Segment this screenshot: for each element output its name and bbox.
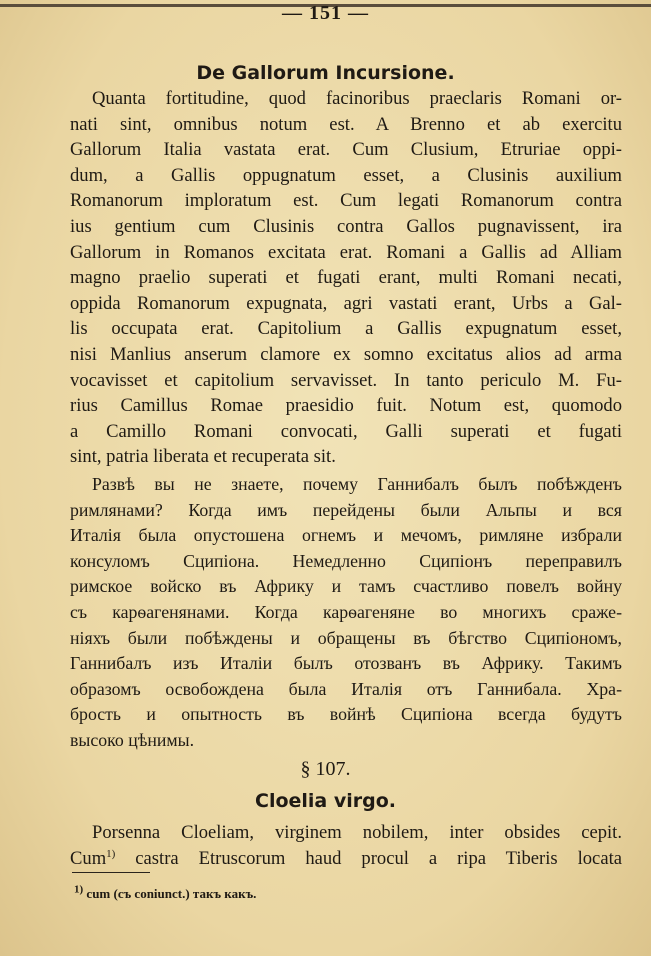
text-line: Gallorum in Romanos excitata erat. Romani a Gallis ad Alliam	[70, 241, 622, 263]
text-line: римское войско въ Африку и тамъ счастливо повелъ войну	[70, 576, 622, 597]
text-line	[70, 846, 622, 872]
text-line: magno praelio superati et fugati erant, multi Romani necati,	[70, 267, 622, 289]
section-title: De Gallorum Incursione.	[196, 62, 455, 84]
text-line: rius Camillus Romae praesidio fuit. Notum est, quomodo	[70, 395, 622, 417]
text-line: lis occupata erat. Capitolium a Gallis expugnatum esset,	[70, 318, 622, 340]
footnote-text: cum (съ coniunct.) такъ какъ.	[83, 886, 257, 901]
text-line: a Camillo Romani convocati, Galli superati et fugati	[70, 420, 622, 442]
text-line: ius gentium cum Clusinis contra Gallos pugnavissent, ira	[70, 215, 622, 237]
text-line: Quanta fortitudine, quod facinoribus praeclaris Romani or-	[92, 88, 622, 109]
text-line: ніяхъ были побѣждены и обращены въ бѣгство Сципіономъ,	[70, 627, 622, 648]
footnote-rule	[72, 872, 150, 873]
text-line: dum, a Gallis oppugnatum esset, a Clusinis auxilium	[70, 164, 622, 186]
text-fragment: Cum	[70, 847, 107, 869]
text-line: брость и опытность въ войнѣ Сципіона всегда будутъ	[70, 704, 622, 725]
text-line: высоко цѣнимы.	[70, 729, 195, 750]
text-line: Италія была опустошена огнемъ и мечомъ, римляне избрали	[70, 525, 622, 546]
section-title: Cloelia virgo.	[255, 790, 396, 812]
text-line: Ганнибалъ изъ Италіи былъ отозванъ въ Африку. Такимъ	[70, 653, 622, 674]
text-line: образомъ освобождена была Италія отъ Ганнибала. Хра-	[70, 678, 622, 699]
text-line: sint, patria liberata et recuperata sit.	[70, 446, 336, 468]
text-line: Porsenna Cloeliam, virginem nobilem, inter obsides cepit.	[92, 822, 622, 843]
text-line: nati sint, omnibus notum est. A Brenno et ab exercitu	[70, 113, 622, 135]
latin-passage	[70, 86, 622, 470]
latin-passage-2	[70, 820, 622, 871]
text-line: vocavisset et capitolium servavisset. In tanto periculo M. Fu-	[70, 369, 622, 391]
footnote-ref: 1)	[106, 847, 116, 860]
text-line: Romanorum imploratum est. Cum legati Romanorum contra	[70, 190, 622, 212]
text-line: съ карѳагенянами. Когда карѳагеняне во многихъ сраже-	[70, 601, 622, 622]
text-line: oppida Romanorum expugnata, agri vastati erant, Urbs a Gal-	[70, 292, 622, 314]
footnote-mark: 1)	[74, 883, 84, 896]
text-line: консуломъ Сципіона. Немедленно Сципіонъ переправилъ	[70, 550, 622, 571]
text-line: nisi Manlius anserum clamore ex somno excitatus alios ad arma	[70, 343, 622, 365]
footnote	[74, 883, 257, 902]
russian-passage	[70, 472, 622, 754]
text-fragment: castra Etruscorum haud procul a ripa Tiberis locata	[115, 847, 622, 869]
text-line: римлянами? Когда имъ перейдены были Альпы и вся	[70, 499, 622, 520]
section-number: § 107.	[300, 758, 351, 780]
text-line: Gallorum Italia vastata erat. Cum Clusium, Etruriae oppi-	[70, 139, 622, 161]
text-line: Развѣ вы не знаете, почему Ганнибалъ былъ побѣжденъ	[92, 474, 622, 494]
page-number: — 151 —	[282, 2, 369, 24]
